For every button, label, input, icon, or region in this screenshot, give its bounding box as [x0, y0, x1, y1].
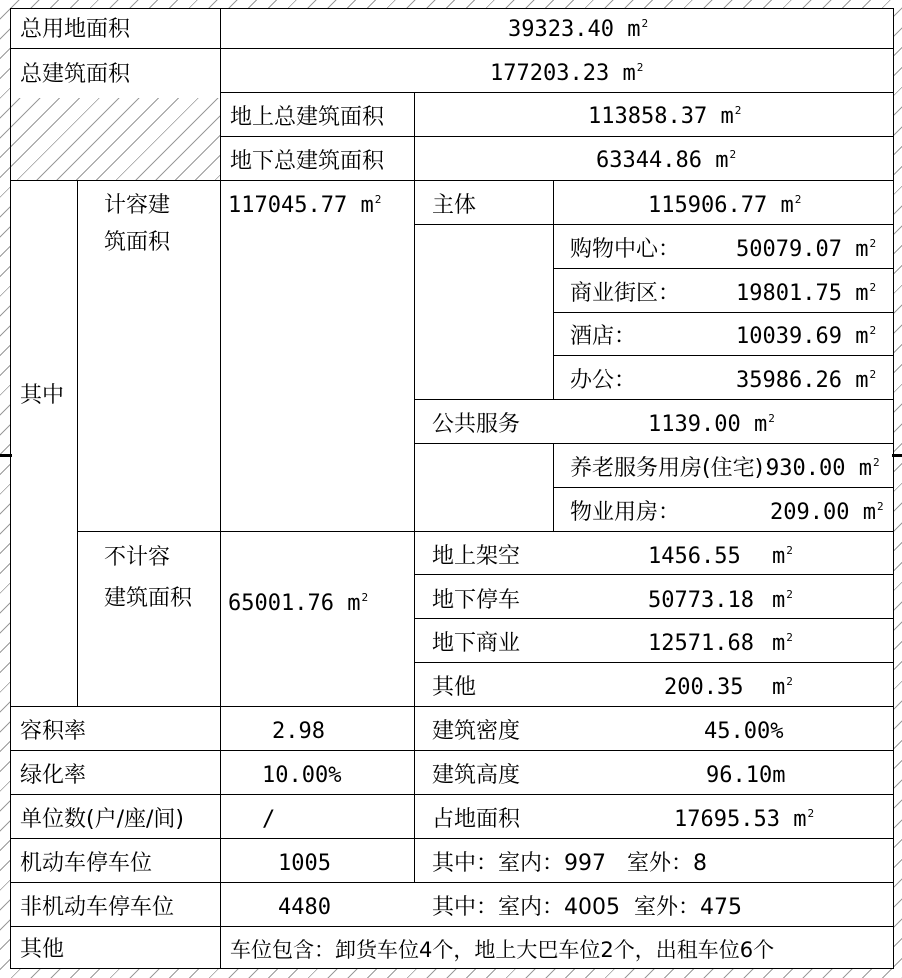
units-value: / [262, 807, 276, 832]
main-item-name: 酒店： [570, 324, 637, 349]
total-building-label: 总建筑面积 [20, 62, 131, 87]
motor-parking-label: 机动车停车位 [20, 851, 153, 876]
motor-parking-detail: 其中：室内：997 室外：8 [432, 851, 707, 876]
units-label: 单位数(户/座/间) [20, 807, 184, 832]
main-item-name: 购物中心： [570, 237, 681, 262]
below-ground-label: 地下总建筑面积 [230, 149, 385, 174]
fa-label-line2: 筑面积 [104, 230, 171, 255]
main-item-value: 50079.07 $m^2$ [736, 237, 877, 262]
non-fa-total-value: 65001.76 $m^2$ [228, 591, 369, 616]
main-item-value: 19801.75 $m^2$ [736, 281, 877, 306]
footprint-value: 17695.53 $m^2$ [674, 807, 815, 832]
public-item-value: 209.00 $m^2$ [770, 500, 884, 525]
main-item-name: 办公： [570, 368, 637, 393]
non-fa-item-unit: $m^2$ [772, 631, 793, 656]
main-value: 115906.77 $m^2$ [648, 193, 802, 218]
below-ground-value: 63344.86 $m^2$ [596, 148, 737, 173]
non-fa-item-name: 地下停车 [432, 588, 521, 613]
non-fa-item-value: 200.35 [664, 675, 744, 700]
main-item-value: 35986.26 $m^2$ [736, 368, 877, 393]
public-item-value: 930.00 $m^2$ [766, 456, 880, 481]
public-value: 1139.00 $m^2$ [648, 412, 775, 437]
above-ground-label: 地上总建筑面积 [230, 105, 385, 130]
other-value: 车位包含：卸货车位4个，地上大巴车位2个，出租车位6个 [230, 938, 775, 962]
main-item-value: 10039.69 $m^2$ [736, 324, 877, 349]
frame-tick-left [0, 454, 12, 457]
density-label: 建筑密度 [432, 719, 521, 744]
non-fa-item-name: 其他 [432, 675, 477, 700]
total-land-value: 39323.40 $m^2$ [508, 17, 649, 42]
of-which-label: 其中 [20, 383, 65, 408]
footprint-label: 占地面积 [432, 807, 521, 832]
total-land-label: 总用地面积 [20, 17, 131, 42]
non-fa-label-line1: 不计容 [104, 545, 171, 570]
green-value: 10.00% [262, 763, 342, 788]
public-item-name: 物业用房： [570, 500, 681, 525]
far-label: 容积率 [20, 719, 87, 744]
total-building-value: 177203.23 $m^2$ [490, 61, 644, 86]
fa-label-line1: 计容建 [104, 193, 171, 218]
public-item-name: 养老服务用房(住宅)： [570, 456, 786, 481]
fa-total-value: 117045.77 $m^2$ [228, 193, 382, 218]
non-fa-item-name: 地下商业 [432, 631, 521, 656]
public-label: 公共服务 [432, 412, 521, 437]
other-label: 其他 [20, 937, 65, 962]
far-value: 2.98 [272, 719, 325, 744]
height-label: 建筑高度 [432, 763, 521, 788]
frame-tick-right [892, 454, 902, 457]
nonmotor-parking-detail: 其中：室内：4005 室外：475 [432, 895, 742, 920]
density-value: 45.00% [704, 719, 784, 744]
motor-parking-value: 1005 [278, 851, 331, 876]
non-fa-item-value: 50773.18 [648, 588, 754, 613]
nonmotor-parking-label: 非机动车停车位 [20, 895, 175, 920]
main-label: 主体 [432, 193, 477, 218]
non-fa-item-unit: $m^2$ [772, 544, 793, 569]
non-fa-item-unit: $m^2$ [772, 675, 793, 700]
non-fa-label-line2: 建筑面积 [104, 586, 193, 611]
non-fa-item-value: 12571.68 [648, 631, 754, 656]
non-fa-item-unit: $m^2$ [772, 588, 793, 613]
non-fa-item-value: 1456.55 [648, 544, 741, 569]
nonmotor-parking-value: 4480 [278, 895, 331, 920]
non-fa-item-name: 地上架空 [432, 544, 521, 569]
above-ground-value: 113858.37 $m^2$ [588, 104, 742, 129]
main-item-name: 商业街区： [570, 281, 681, 306]
height-value: 96.10m [706, 763, 786, 788]
green-label: 绿化率 [20, 763, 87, 788]
